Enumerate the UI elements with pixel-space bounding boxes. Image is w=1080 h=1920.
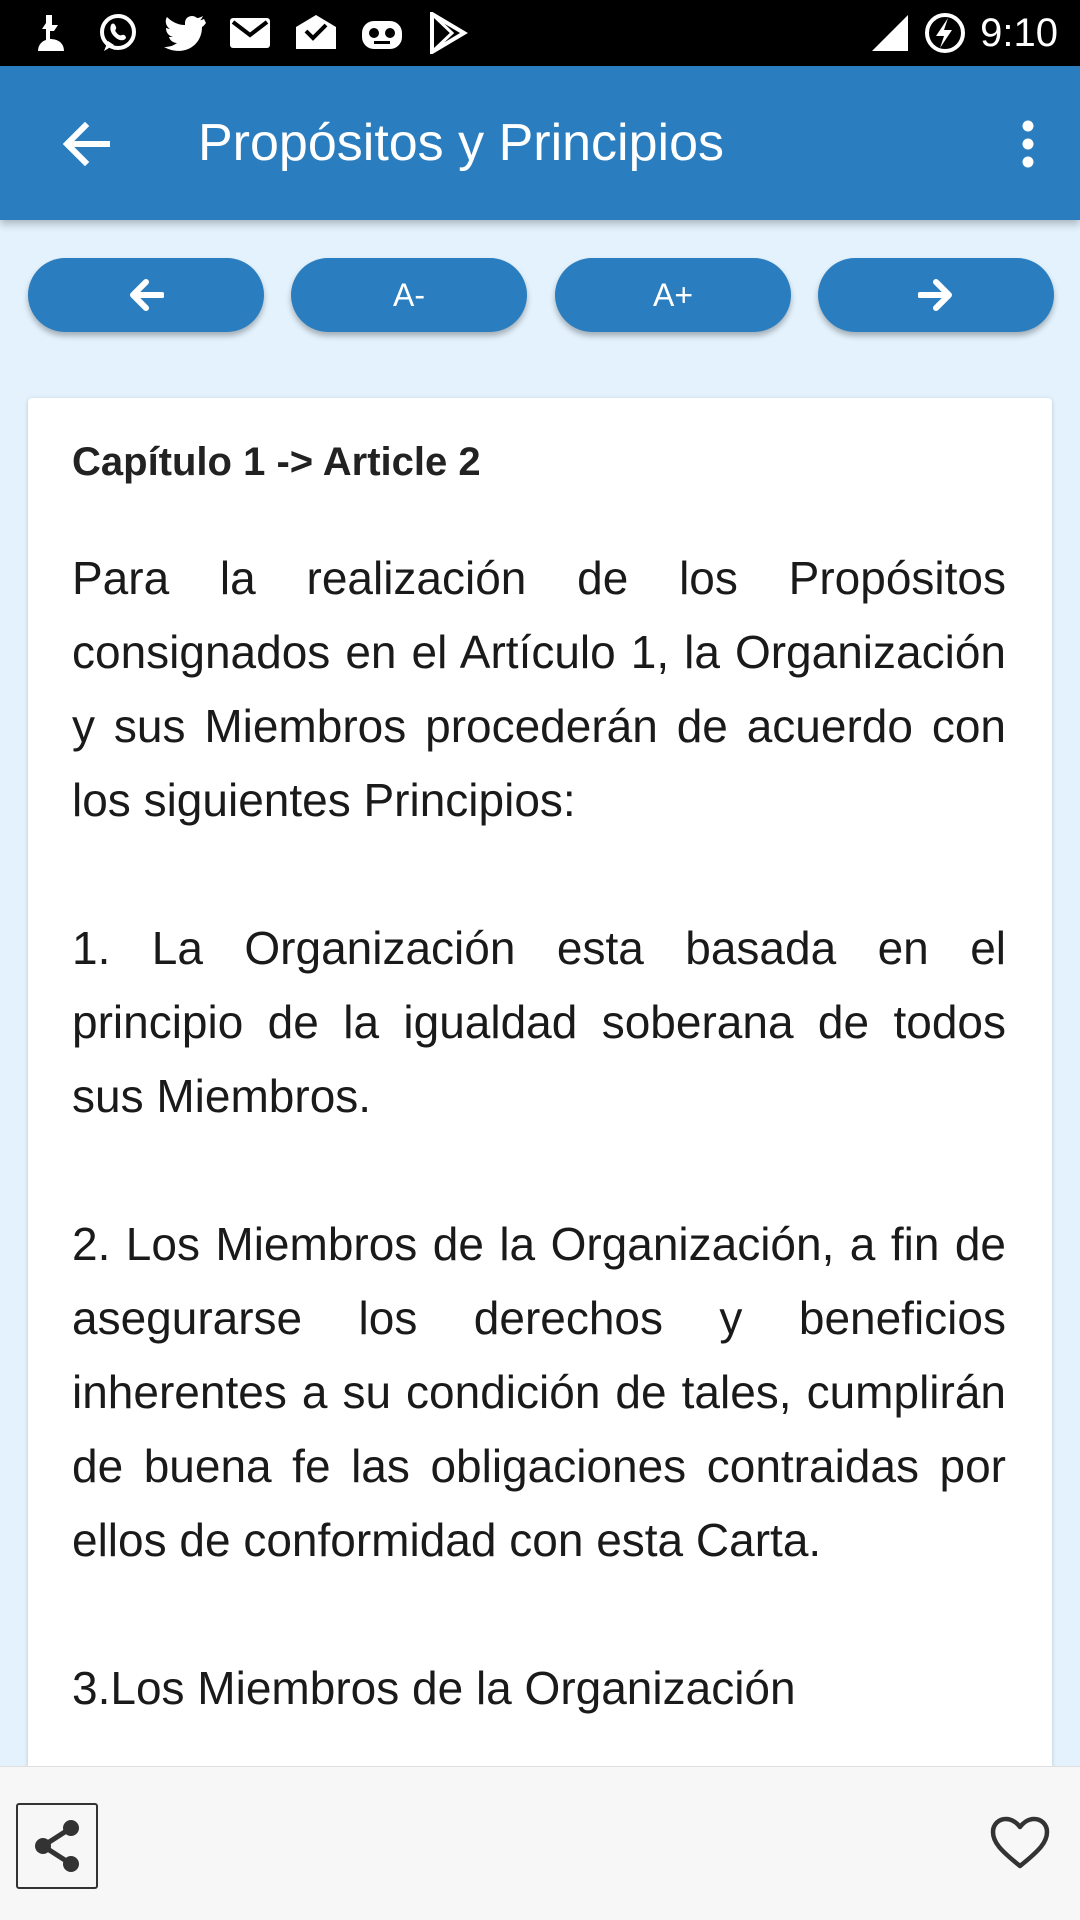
- bottom-bar: [0, 1766, 1080, 1920]
- next-article-button[interactable]: [818, 258, 1054, 332]
- favorite-button[interactable]: [988, 1811, 1052, 1875]
- clock: 9:10: [980, 10, 1058, 55]
- article-controls: [28, 258, 1052, 334]
- article-paragraph: 2. Los Miembros de la Organización, a fin de asegurarse los derechos y beneficios inherentes a su condición de tales, cumplirán de buena fe las obligaciones contraidas por ellos de conformidad con esta Carta.: [72, 1218, 1006, 1566]
- article-paragraph: Para la realización de los Propósitos consignados en el Artículo 1, la Organización y sus Miembros procederán de acuerdo con los siguientes Principios:: [72, 552, 1006, 826]
- more-vert-icon: [1020, 120, 1036, 168]
- article-heading: Capítulo 1 -> Article 2: [72, 440, 481, 484]
- play-store-icon: [424, 9, 472, 57]
- notification-icons: [28, 9, 490, 57]
- arrow-left-icon: [61, 122, 111, 166]
- article-paragraph: 3.Los Miembros de la Organización: [72, 1662, 796, 1714]
- reddit-icon: [358, 9, 406, 57]
- overflow-menu-button[interactable]: [1006, 106, 1050, 182]
- page-title: Propósitos y Principios: [198, 114, 724, 172]
- system-icons: [856, 11, 1058, 56]
- share-button[interactable]: [16, 1803, 98, 1889]
- share-icon: [29, 1816, 85, 1876]
- whatsapp-icon: [94, 9, 142, 57]
- font-decrease-button[interactable]: A-: [291, 258, 527, 332]
- mail-check-icon: [292, 9, 340, 57]
- twitter-icon: [160, 9, 208, 57]
- usb-debug-icon: [28, 9, 76, 57]
- previous-article-button[interactable]: [28, 258, 264, 332]
- app-bar: [0, 66, 1080, 220]
- article-card: [28, 398, 1052, 1898]
- battery-charging-icon: [924, 12, 966, 54]
- status-bar: [0, 0, 1080, 66]
- back-button[interactable]: [54, 112, 118, 176]
- article-paragraph: 1. La Organización esta basada en el principio de la igualdad soberana de todos sus Miembros.: [72, 922, 1006, 1122]
- heart-outline-icon: [990, 1816, 1050, 1870]
- gmail-icon: [226, 9, 274, 57]
- arrow-right-icon: [918, 279, 954, 311]
- article-body: [72, 541, 1006, 1799]
- signal-icon: [870, 13, 910, 53]
- font-increase-button[interactable]: A+: [555, 258, 791, 332]
- arrow-left-icon: [128, 279, 164, 311]
